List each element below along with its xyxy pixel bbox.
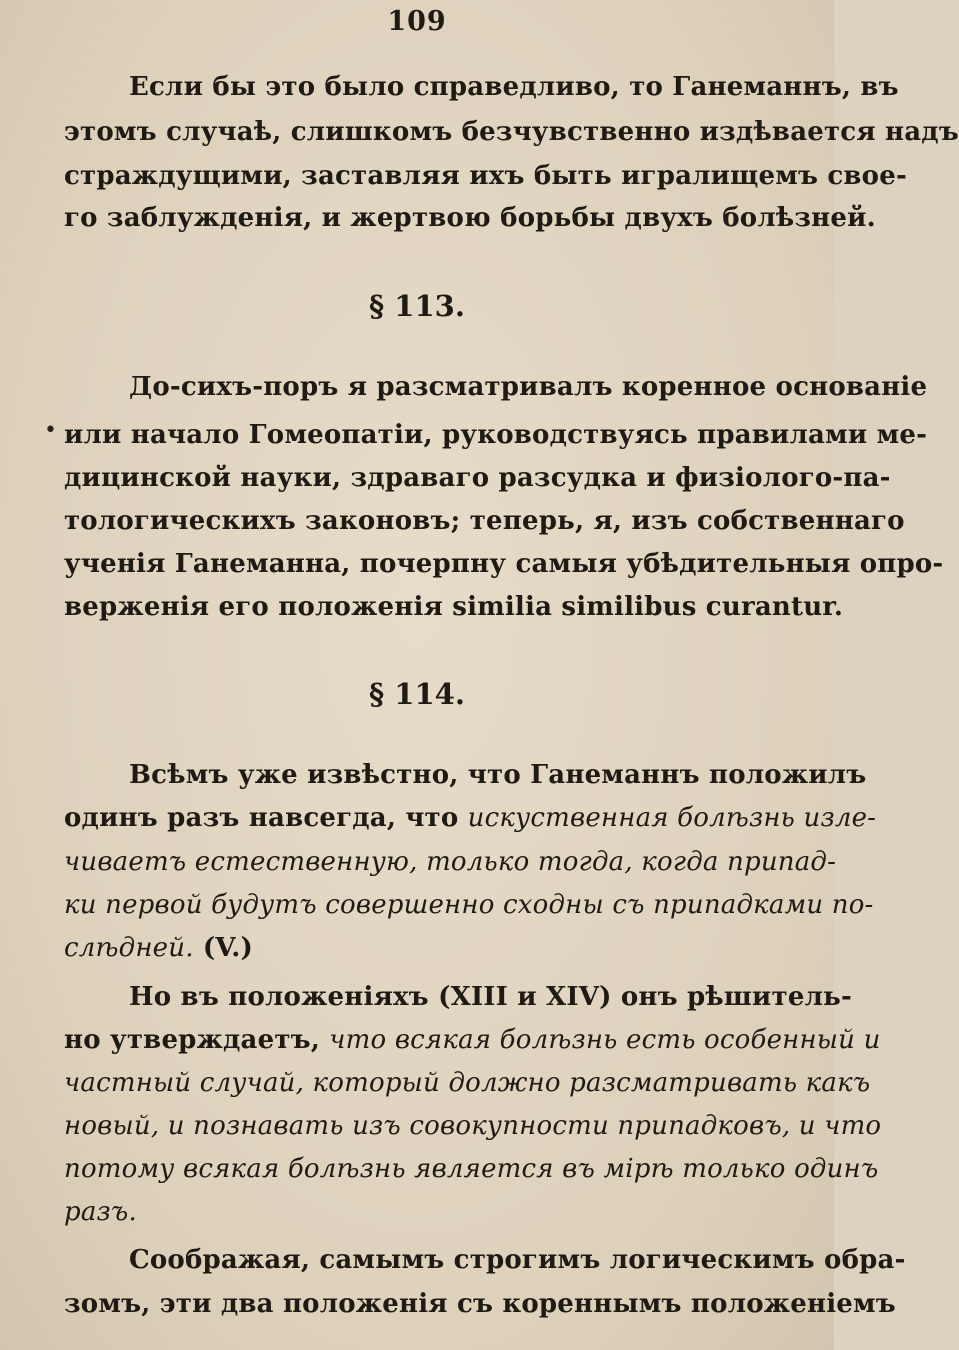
- paragraph-4-line-5: потому всякая болѣзнь является въ мірѣ только одинъ: [64, 1154, 879, 1184]
- paragraph-3-line-2: [64, 801, 877, 835]
- section-heading-114: § 114.: [369, 677, 465, 711]
- paragraph-4-line-2-italic: что всякая болѣзнь есть особенный и: [329, 1025, 881, 1055]
- paragraph-4-line-2: [64, 1023, 881, 1057]
- paragraph-1-line-4: го заблужденія, и жертвою борьбы двухъ болѣзней.: [64, 203, 876, 233]
- paragraph-4-line-1: Но въ положеніяхъ (XIII и XIV) онъ рѣшитель-: [129, 982, 852, 1012]
- paragraph-3-line-5-italic: слѣдней.: [64, 933, 194, 963]
- paragraph-5-line-1: Соображая, самымъ строгимъ логическимъ обра-: [129, 1245, 906, 1275]
- page-number: 109: [387, 6, 447, 37]
- paragraph-3-line-5-text: (V.): [193, 933, 254, 963]
- paragraph-2-line-2: или начало Гомеопатіи, руководствуясь правилами ме-: [64, 420, 928, 450]
- paragraph-2-line-1: До-сихъ-поръ я разсматривалъ коренное основаніе: [129, 372, 928, 402]
- paragraph-3-line-2-italic: искуственная болѣзнь изле-: [467, 803, 877, 833]
- paragraph-2-line-4: тологическихъ законовъ; теперь, я, изъ собственнаго: [64, 506, 905, 536]
- paragraph-3-line-4: ки первой будутъ совершенно сходны съ припадками по-: [64, 890, 874, 920]
- paragraph-2-line-5: ученія Ганеманна, почерпну самыя убѣдительныя опро-: [64, 549, 944, 579]
- paragraph-1-line-1: Если бы это было справедливо, то Ганеманнъ, въ: [129, 72, 899, 102]
- margin-mark: •: [44, 418, 57, 443]
- paragraph-3-line-3: чиваетъ естественную, только тогда, когда припад-: [64, 847, 837, 877]
- paragraph-2-line-6: верженія его положенія similia similibus curantur.: [64, 592, 844, 622]
- paragraph-4-line-3: частный случай, который должно разсматривать какъ: [64, 1068, 871, 1098]
- paragraph-1-line-3: страждущими, заставляя ихъ быть игралищемъ свое-: [64, 161, 907, 191]
- paragraph-4-line-6: разъ.: [64, 1197, 137, 1227]
- paragraph-3-line-2-text: одинъ разъ навсегда, что: [64, 803, 468, 833]
- paragraph-4-line-4: новый, и познавать изъ совокупности припадковъ, и что: [64, 1111, 882, 1141]
- paragraph-4-line-2-text: но утверждаетъ,: [64, 1025, 330, 1055]
- paragraph-3-line-5: [64, 931, 810, 965]
- paragraph-3-line-1: Всѣмъ уже извѣстно, что Ганеманнъ положилъ: [129, 760, 867, 790]
- section-heading-113: § 113.: [369, 289, 465, 323]
- paragraph-5-line-2: зомъ, эти два положенія съ кореннымъ положеніемъ: [64, 1289, 896, 1319]
- paragraph-1-line-2: этомъ случаѣ, слишкомъ безчувственно издѣвается надъ: [64, 117, 959, 147]
- paragraph-2-line-3: дицинской науки, здраваго разсудка и физіолого-па-: [64, 463, 891, 493]
